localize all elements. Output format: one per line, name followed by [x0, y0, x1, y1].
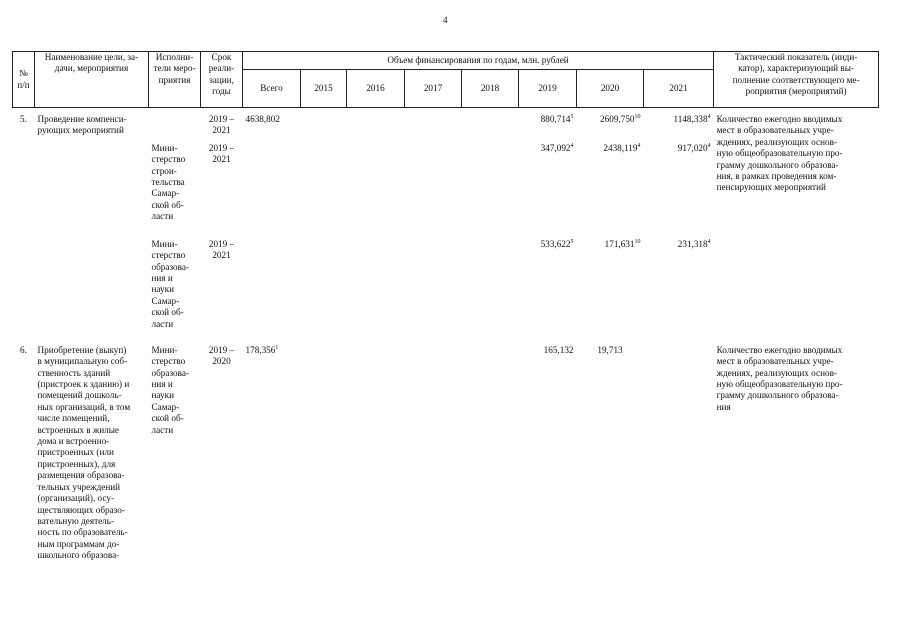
row-num: 6. [20, 344, 27, 355]
row-indicator [714, 239, 879, 345]
header-name: Наименование цели, за- дачи, мероприятия [35, 52, 149, 108]
row-indicator: Количество ежегодно вводимых мест в образовательных учре- ждениях, реализующих основ- ную общеобразовательную про- грамму дошкольного образова- ния [716, 344, 843, 412]
row-term: 2019 – 2021 [208, 142, 235, 165]
row-executor: Мини- стерство строи- тельства Самар- ской об- ласти [151, 142, 186, 222]
table-row [13, 114, 879, 137]
page-number: 4 [443, 15, 448, 25]
table-row [13, 345, 879, 562]
row-executor: Мини- стерство образова- ния и науки Самар- ской об- ласти [151, 344, 189, 435]
row-num [13, 239, 35, 345]
row-name: Проведение компенси- рующих мероприятий [37, 114, 127, 136]
financing-table [12, 51, 879, 562]
header-term: Срок реали- зации, годы [201, 52, 243, 108]
row-value-2019: 347,092$^4$ [540, 142, 574, 153]
row-value-2020: 171,631$^{10}$ [604, 238, 641, 249]
row-value-2019: 880,714$^5$ [540, 113, 574, 124]
row-name [35, 239, 149, 345]
row-total [243, 239, 301, 345]
table-row [13, 239, 879, 345]
header-year-2020: 2020 [577, 70, 644, 108]
header-total: Всего [243, 70, 301, 108]
header-year-2019: 2019 [519, 70, 577, 108]
row-value-2021: 231,318$^4$ [677, 238, 711, 249]
row-term: 2019 – 2021 [208, 238, 235, 261]
header-indicator: Тактический показатель (инди- катор), характеризующий вы- полнение соответствующего ме- роприятия (мероприятий) [714, 52, 879, 108]
row-term: 2019 – 2021 [208, 114, 235, 136]
row-num: 5. [20, 114, 27, 124]
row-value-2021: 1148,338$^4$ [673, 113, 711, 124]
row-num [13, 143, 35, 239]
header-year-2016: 2016 [347, 70, 405, 108]
row-total: 178,356$^1$ [245, 344, 279, 355]
header-year-2018: 2018 [462, 70, 519, 108]
row-value-2020: 2609,750$^{10}$ [600, 113, 641, 124]
header-year-2015: 2015 [301, 70, 347, 108]
row-total: 4638,802 [245, 114, 280, 124]
row-value-2019: 533,622$^5$ [540, 238, 574, 249]
header-executors: Исполни- тели меро- приятия [149, 52, 201, 108]
row-value-2019: 165,132 [543, 344, 574, 355]
header-year-2017: 2017 [405, 70, 462, 108]
row-name: Приобретение (выкуп) в муниципальную соб- ственность зданий (пристроек к зданию) и помещений дошколь- ных организаций, в том числе помещений, встроенных в жилые дома и встроенно- пристроенных (или пристроенных), для размещения образова- тельных учреждений (организаций), осу- ществляющих образо- вательную деятель- ность по образователь- ным программам до- школьного образова- [37, 344, 131, 561]
row-executor [149, 114, 201, 137]
header-funding: Объем финансирования по годам, млн. рублей [243, 52, 714, 70]
row-executor: Мини- стерство образова- ния и науки Самар- ской об- ласти [151, 238, 189, 329]
row-value-2020: 19,713 [597, 344, 623, 355]
row-total [243, 143, 301, 239]
header-year-2021: 2021 [644, 70, 714, 108]
row-indicator: Количество ежегодно вводимых мест в образовательных учре- ждениях, реализующих основ- ную общеобразовательную про- грамму дошкольного образова- ния, в рамках проведения ком- пенсирующих мероприятий [716, 114, 843, 193]
header-num: № п/п [13, 52, 35, 108]
row-value-2021: 917,020$^4$ [677, 142, 711, 153]
row-value-2020: 2438,119$^4$ [603, 142, 641, 153]
row-value-2021 [644, 345, 714, 562]
row-term: 2019 – 2020 [208, 344, 235, 367]
row-name [35, 143, 149, 239]
